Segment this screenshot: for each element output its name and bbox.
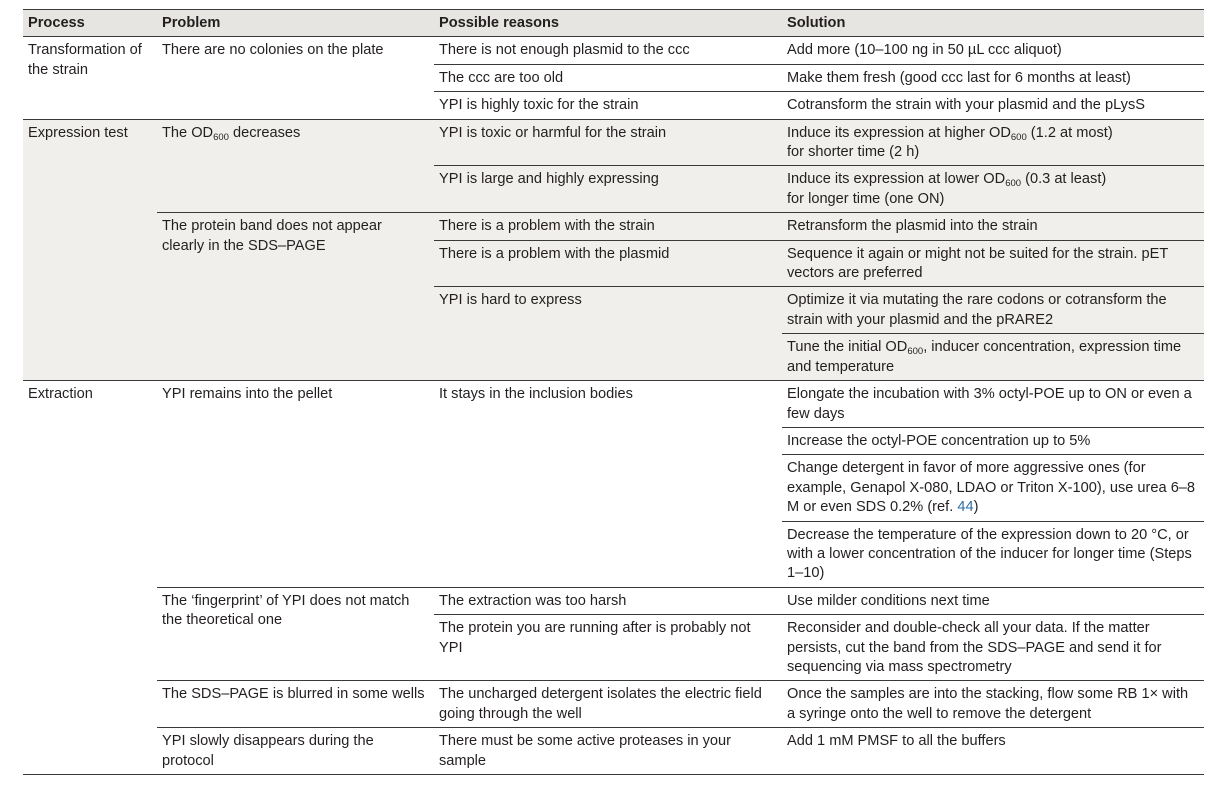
problem-text: decreases [228,124,301,141]
subscript: 600 [1005,178,1022,190]
solution-text: for shorter time (2 h) [787,144,920,161]
reason-cell: The uncharged detergent isolates the electric field going through the well [434,681,782,728]
solution-cell: Use milder conditions next time [782,587,1204,614]
solution-text: Induce its expression at lower OD [787,171,1006,188]
problem-cell: There are no colonies on the plate [162,42,384,59]
solution-text: Tune the initial OD [787,339,908,356]
solution-text: ) [973,499,979,516]
reason-cell: The protein you are running after is probably not YPI [434,615,782,681]
table-row [23,587,1204,614]
table-row [23,37,1204,64]
solution-cell: Add more (10–100 ng in 50 µL ccc aliquot) [787,42,1062,59]
process-cell: Expression test [28,124,128,141]
problem-text: The OD [162,124,214,141]
solution-cell [782,119,1204,166]
solution-cell [782,455,1204,521]
table-row [23,213,1204,240]
reason-cell: There is a problem with the plasmid [434,240,782,287]
process-cell: Extraction [28,386,93,403]
section-expression-test [23,119,1204,380]
reason-cell: It stays in the inclusion bodies [439,386,633,403]
reason-cell: The extraction was too harsh [434,587,782,614]
solution-cell [782,334,1204,381]
header-possible-reasons: Possible reasons [439,15,560,31]
problem-cell: YPI remains into the pellet [162,386,333,403]
solution-cell: Make them fresh (good ccc last for 6 months at least) [782,64,1204,91]
process-cell: Transformation of the strain [28,42,142,78]
reason-cell: The ccc are too old [434,64,782,91]
reason-cell: YPI is hard to express [434,287,782,381]
solution-cell: Retransform the plasmid into the strain [782,213,1204,240]
reason-cell: There is a problem with the strain [434,213,782,240]
solution-cell: Increase the octyl-POE concentration up to 5% [782,427,1204,454]
troubleshooting-table [23,9,1204,775]
reference-link[interactable]: 44 [957,499,974,516]
reason-cell: There must be some active proteases in your sample [434,728,782,775]
solution-cell: Sequence it again or might not be suited for the strain. pET vectors are preferred [782,240,1204,287]
solution-cell: Once the samples are into the stacking, flow some RB 1× with a syringe onto the well to remove the detergent [782,681,1204,728]
solution-cell: Decrease the temperature of the expression down to 20 °C, or with a lower concentration of the inducer for longer time (Steps 1–10) [782,521,1204,587]
problem-cell [157,119,434,213]
problem-cell: YPI slowly disappears during the protocol [157,728,434,775]
solution-cell: Reconsider and double-check all your data. If the matter persists, cut the band from the SDS–PAGE and send it for sequencing via mass spectrometry [782,615,1204,681]
reason-cell: YPI is toxic or harmful for the strain [439,124,667,141]
solution-text: Change detergent in favor of more aggressive ones (for example, Genapol X-080, LDAO or Triton X-100), use urea 6–8 M or even SDS 0.2% (ref. [787,460,1196,516]
section-extraction [23,381,1204,775]
solution-cell [782,166,1204,213]
subscript: 600 [213,131,229,143]
table-row [23,728,1204,775]
solution-text: (0.3 at least) [1021,171,1107,188]
table-row [23,381,1204,428]
table-row [23,681,1204,728]
problem-cell: The SDS–PAGE is blurred in some wells [157,681,434,728]
solution-cell: Cotransform the strain with your plasmid and the pLysS [782,92,1204,119]
reason-cell: There is not enough plasmid to the ccc [439,42,690,59]
reason-cell: YPI is large and highly expressing [434,166,782,213]
table-header-row [23,10,1204,37]
solution-cell: Optimize it via mutating the rare codons or cotransform the strain with your plasmid and the pRARE2 [782,287,1204,334]
header-problem: Problem [162,15,221,31]
solution-text: (1.2 at most) [1026,124,1113,141]
section-transformation [23,37,1204,119]
subscript: 600 [907,346,924,358]
solution-text: , inducer concentration, expression time and temperature [787,339,1182,375]
header-process: Process [28,15,85,31]
solution-text: for longer time (one ON) [787,190,945,207]
solution-cell: Elongate the incubation with 3% octyl-POE up to ON or even a few days [787,386,1192,422]
problem-cell: The ‘fingerprint’ of YPI does not match the theoretical one [157,587,434,681]
reason-cell: YPI is highly toxic for the strain [434,92,782,119]
solution-text: Induce its expression at higher OD [787,124,1011,141]
header-solution: Solution [787,15,846,31]
solution-cell: Add 1 mM PMSF to all the buffers [782,728,1204,775]
subscript: 600 [1010,131,1027,143]
table-row [23,119,1204,166]
problem-cell: The protein band does not appear clearly in the SDS–PAGE [157,213,434,381]
